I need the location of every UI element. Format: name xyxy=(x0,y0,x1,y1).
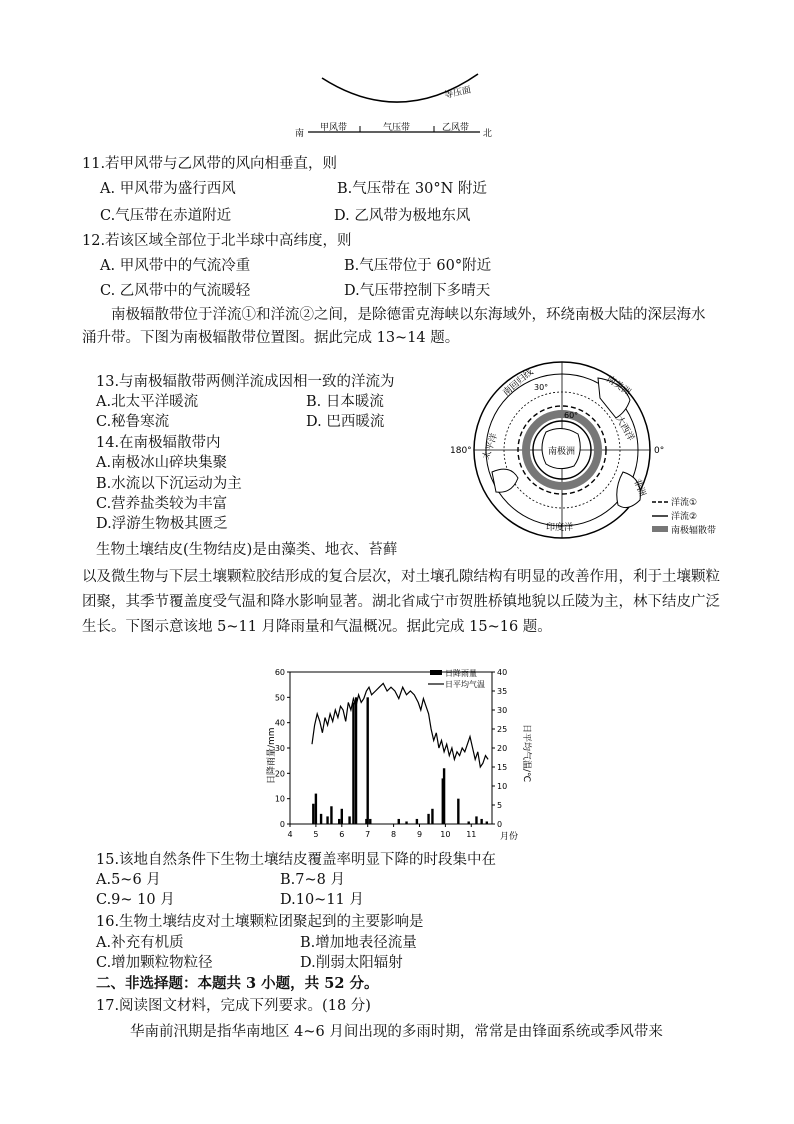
legend-divergence: 南极辐散带 xyxy=(671,526,717,536)
rain-bar xyxy=(405,821,407,824)
y-right-tick-label: 5 xyxy=(497,801,503,810)
q15-option-c[interactable]: C.9~ 10 月 xyxy=(96,892,175,908)
q12-option-d[interactable]: D.气压带控制下多晴天 xyxy=(344,283,491,299)
rain-bar xyxy=(467,821,469,824)
q13-option-a[interactable]: A.北太平洋暖流 xyxy=(96,394,199,410)
pacific-label: 太平洋 xyxy=(481,432,501,462)
rain-bar xyxy=(457,799,459,824)
rain-bar xyxy=(315,794,317,824)
q12-option-b[interactable]: B.气压带位于 60°附近 xyxy=(344,258,492,274)
y-right-tick-label: 20 xyxy=(497,744,508,753)
south-label: 南 xyxy=(295,129,305,139)
y-left-tick-label: 60 xyxy=(274,668,285,677)
q15-stem: 15.该地自然条件下生物土壤结皮覆盖率明显下降的时段集中在 xyxy=(96,852,497,868)
temperature-line xyxy=(312,683,488,767)
rain-bar xyxy=(486,821,488,824)
climate-chart xyxy=(262,664,532,844)
rain-bar xyxy=(338,819,340,824)
isobar-label: 等压面 xyxy=(443,85,473,101)
rain-bar xyxy=(366,697,368,824)
x-tick-label: 10 xyxy=(440,830,451,839)
q14-stem: 14.在南极辐散带内 xyxy=(96,435,221,451)
q15-option-b[interactable]: B.7~8 月 xyxy=(280,872,345,888)
q13-option-c[interactable]: C.秘鲁寒流 xyxy=(96,414,170,430)
x-title: 月份 xyxy=(500,832,519,842)
q14-option-a[interactable]: A.南极冰山碎块集聚 xyxy=(96,455,228,471)
q14-option-d[interactable]: D.浮游生物极其匮乏 xyxy=(96,516,228,532)
rain-bar xyxy=(330,806,332,824)
q15-option-d[interactable]: D.10~11 月 xyxy=(280,892,364,908)
y-left-title: 日降雨量/mm xyxy=(267,727,277,784)
rain-bar xyxy=(320,814,322,824)
africa-label: 非洲 xyxy=(631,477,647,498)
q16-stem: 16.生物土壤结皮对土壤颗粒团聚起到的主要影响是 xyxy=(96,914,424,930)
rain-bar xyxy=(480,819,482,824)
x-tick-label: 7 xyxy=(365,830,371,839)
rain-bar xyxy=(312,804,314,824)
rain-bar xyxy=(427,814,429,824)
x-tick-label: 6 xyxy=(339,830,345,839)
lat60-label: 60° xyxy=(564,411,579,420)
y-right-tick-label: 0 xyxy=(497,820,503,829)
belt1-label: 甲风带 xyxy=(320,123,348,133)
x-tick-label: 8 xyxy=(391,830,397,839)
rain-bar xyxy=(369,819,371,824)
belt2-label: 气压带 xyxy=(383,123,411,133)
x-tick-label: 9 xyxy=(416,830,423,839)
q16-option-c[interactable]: C.增加颗粒物粒径 xyxy=(96,955,213,971)
y-right-tick-label: 35 xyxy=(497,687,508,696)
belt3-label: 乙风带 xyxy=(442,123,470,133)
antarctica-label: 南极洲 xyxy=(548,447,576,457)
y-left-tick-label: 30 xyxy=(274,744,285,753)
north-label: 北 xyxy=(483,129,493,139)
x-tick-label: 4 xyxy=(287,830,293,839)
intro-15-16-line1: 生物土壤结皮(生物结皮)是由藻类、地衣、苔藓 xyxy=(96,542,398,558)
rain-bar xyxy=(341,809,343,824)
legend-rain-label: 日降雨量 xyxy=(445,669,477,678)
q16-option-d[interactable]: D.削弱太阳辐射 xyxy=(300,955,403,971)
rain-bar xyxy=(431,809,433,824)
y-left-tick-label: 10 xyxy=(274,794,285,804)
legend-current2: 洋流② xyxy=(671,512,698,522)
rain-bar xyxy=(443,768,445,824)
q14-option-c[interactable]: C.营养盐类较为丰富 xyxy=(96,496,228,512)
q14-option-b[interactable]: B.水流以下沉运动为主 xyxy=(96,476,242,492)
tropic-label: 南回归线 xyxy=(501,367,536,399)
q12-option-c[interactable]: C. 乙风带中的气流暖轻 xyxy=(100,283,251,299)
y-right-title: 日平均气温/℃ xyxy=(521,724,531,783)
legend-rain-swatch xyxy=(430,670,442,675)
q12-stem: 12.若该区域全部位于北半球中高纬度，则 xyxy=(82,233,352,249)
y-right-tick-label: 40 xyxy=(497,668,508,677)
south-america-label: 南美洲 xyxy=(604,374,633,398)
rain-bar xyxy=(326,816,328,824)
y-right-tick-label: 10 xyxy=(497,782,508,791)
q11-option-a[interactable]: A. 甲风带为盛行西风 xyxy=(100,181,236,197)
y-right-tick-label: 30 xyxy=(497,706,508,715)
x-tick-label: 5 xyxy=(313,830,319,839)
y-right-tick-label: 25 xyxy=(497,725,508,734)
q17-text: 华南前汛期是指华南地区 4~6 月间出现的多雨时期，常常是由锋面系统或季风带来 xyxy=(130,1024,663,1040)
australia-land xyxy=(492,469,518,492)
atlantic-label: 大西洋 xyxy=(613,414,636,443)
q13-option-d[interactable]: D. 巴西暖流 xyxy=(306,414,385,430)
rain-bar xyxy=(355,697,357,824)
q15-option-a[interactable]: A.5~6 月 xyxy=(96,872,161,888)
q13-option-b[interactable]: B. 日本暖流 xyxy=(306,394,384,410)
rain-bar xyxy=(475,816,477,824)
indian-label: 印度洋 xyxy=(546,523,574,533)
q16-option-a[interactable]: A.补充有机质 xyxy=(96,935,184,951)
rain-bar xyxy=(416,819,418,824)
q11-option-c[interactable]: C.气压带在赤道附近 xyxy=(100,208,232,224)
y-left-tick-label: 50 xyxy=(274,693,285,703)
section-2-heading: 二、非选择题：本题共 3 小题，共 52 分。 xyxy=(96,975,379,992)
rain-bar xyxy=(398,819,400,824)
y-right-tick-label: 15 xyxy=(497,763,508,772)
intro-13-14: 南极辐散带位于洋流①和洋流②之间，是除德雷克海峡以东海域外，环绕南极大陆的深层海水涌升带。下图为南极辐散带位置图。据此完成 13~14 题。 xyxy=(82,307,706,346)
q11-option-d[interactable]: D. 乙风带为极地东风 xyxy=(334,208,471,224)
x-tick-label: 11 xyxy=(466,830,477,839)
rain-bar xyxy=(348,816,350,824)
intro-15-16-rest: 以及微生物与下层土壤颗粒胶结形成的复合层次，对土壤孔隙结构有明显的改善作用，利于土壤颗粒团聚，其季节覆盖度受气温和降水影响显著。湖北省咸宁市贺胜桥镇地貌以丘陵为主，林下结皮广泛生长。下图示意该地 5~11 月降雨量和气温概况。据此完成 15~16 题。 xyxy=(82,569,720,635)
legend-temp-label: 日平均气温 xyxy=(445,680,485,689)
isobar-figure xyxy=(290,70,510,145)
q17-stem: 17.阅读图文材料，完成下列要求。(18 分) xyxy=(96,998,371,1014)
lat30-label: 30° xyxy=(534,383,549,392)
q13-stem: 13.与南极辐散带两侧洋流成因相一致的洋流为 xyxy=(96,374,395,390)
y-left-tick-label: 20 xyxy=(274,769,285,779)
lon180-label: 180° xyxy=(450,446,472,456)
y-left-tick-label: 0 xyxy=(279,820,285,829)
antarctic-map xyxy=(448,360,717,542)
y-left-tick-label: 40 xyxy=(274,718,285,728)
legend-current1: 洋流① xyxy=(671,498,698,508)
q16-option-b[interactable]: B.增加地表径流量 xyxy=(300,935,417,951)
q12-option-a[interactable]: A. 甲风带中的气流冷重 xyxy=(100,258,251,274)
q11-option-b[interactable]: B.气压带在 30°N 附近 xyxy=(337,181,487,197)
rain-bar xyxy=(352,702,354,824)
lon0-label: 0° xyxy=(654,446,665,456)
q11-stem: 11.若甲风带与乙风带的风向相垂直，则 xyxy=(82,156,338,172)
